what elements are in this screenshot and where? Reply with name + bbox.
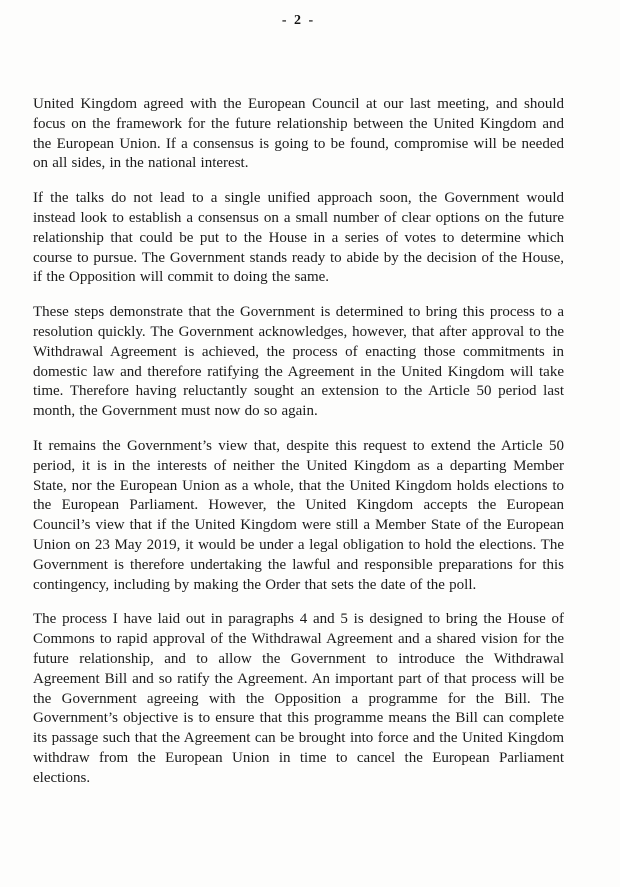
text-column [33,13,564,789]
paragraph-4: It remains the Government’s view that, despite this request to extend the Article 50 period, it is in the interests of neither the United Kingdom as a departing Member State, nor the European Union as a whole, that the United Kingdom holds elections to the European Parliament. However, the United Kingdom accepts the European Council’s view that if the United Kingdom were still a Member State of the European Union on 23 May 2019, it would be under a legal obligation to hold the elections. The Government is therefore undertaking the lawful and responsible preparations for this contingency, including by making the Order that sets the date of the poll. [33,437,564,593]
document-body [33,95,564,789]
paragraph-5: The process I have laid out in paragraphs 4 and 5 is designed to bring the House of Commons to rapid approval of the Withdrawal Agreement and a shared vision for the future relationship, and to allow the Government to introduce the Withdrawal Agreement Bill and so ratify the Agreement. An important part of that process will be the Government agreeing with the Opposition a programme for the Bill. The Government’s objective is to ensure that this programme means the Bill can complete its passage such that the Agreement can be brought into force and the United Kingdom withdraw from the European Union in time to cancel the European Parliament elections. [33,611,564,786]
paragraph-2: If the talks do not lead to a single unified approach soon, the Government would instead look to establish a consensus on a small number of clear options on the future relationship that could be put to the House in a series of votes to determine which course to pursue. The Government stands ready to abide by the decision of the House, if the Opposition will commit to doing the same. [33,190,564,286]
paragraph-1: United Kingdom agreed with the European Council at our last meeting, and should focus on the framework for the future relationship between the United Kingdom and the European Union. If a consensus is going to be found, compromise will be needed on all sides, in the national interest. [33,96,564,172]
paragraph-3: These steps demonstrate that the Government is determined to bring this process to a resolution quickly. The Government acknowledges, however, that after approval to the Withdrawal Agreement is achieved, the process of enacting those commitments in domestic law and therefore ratifying the Agreement in the United Kingdom will take time. Therefore having reluctantly sought an extension to the Article 50 period last month, the Government must now do so again. [33,304,564,420]
page-number: - 2 - [281,13,316,28]
